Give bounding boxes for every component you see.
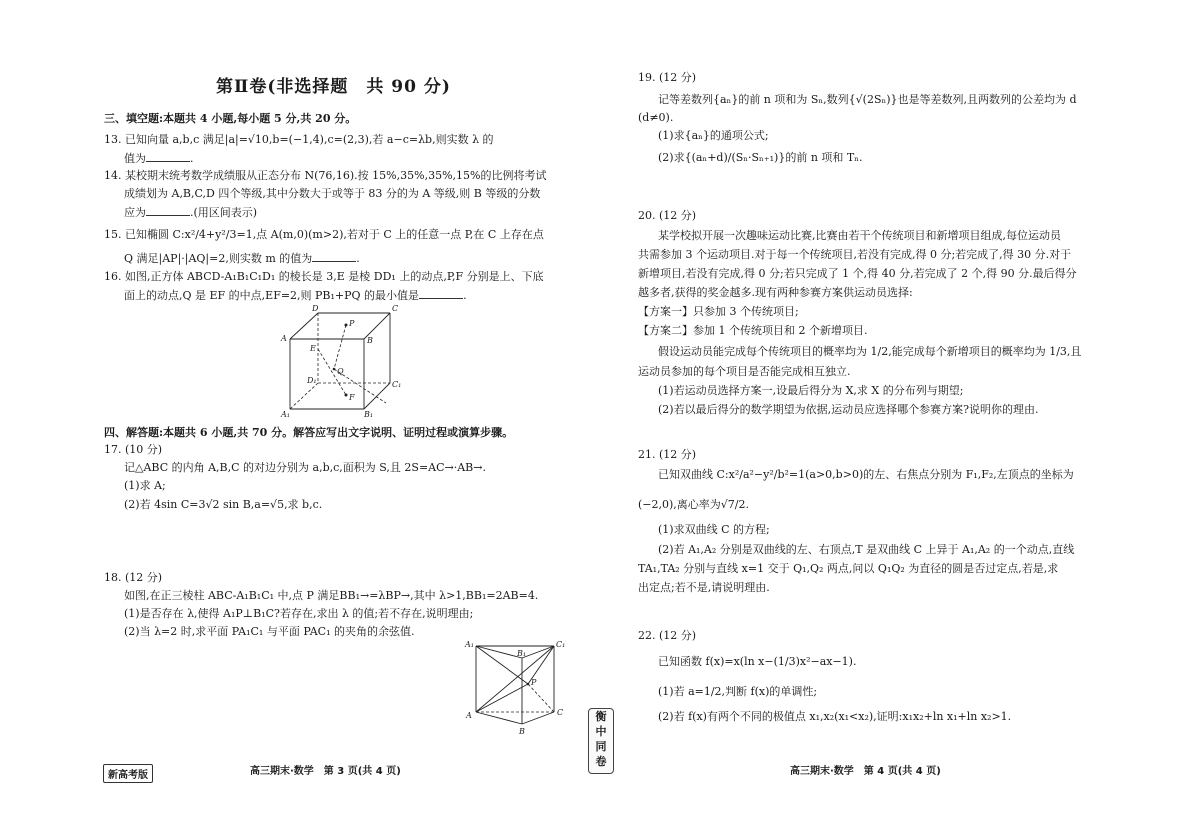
q20-stem-line1: 某学校拟开展一次趣味运动比赛,比赛由若干个传统项目和新增项目组成,每位运动员	[658, 229, 1061, 242]
prism-label-B1: B₁	[517, 649, 527, 658]
q15-line2-text: Q 满足|AP|·|AQ|=2,则实数 m 的值为	[124, 252, 313, 265]
q14-line2: 成绩划为 A,B,C,D 四个等级,其中分数大于或等于 83 分的为 A 等级,则 B 等级的分数	[124, 187, 541, 200]
q22-part2: (2)若 f(x)有两个不同的极值点 x₁,x₂(x₁<x₂),证明:x₁x₂+ln x₁+ln x₂>1.	[658, 710, 1012, 723]
q16-answer-blank	[419, 288, 463, 299]
right-page-footer: 高三期末·数学 第 4 页(共 4 页)	[790, 766, 941, 777]
q21-part2-line3: 出定点;若不是,请说明理由.	[638, 581, 770, 594]
q15-line2: Q 满足|AP|·|AQ|=2,则实数 m 的值为 .	[124, 252, 360, 265]
cube-label-F: F	[349, 393, 355, 402]
prism-label-C1: C₁	[556, 640, 566, 649]
q20-plan2: 【方案二】参加 1 个传统项目和 2 个新增项目.	[638, 324, 868, 337]
q19-header: 19. (12 分)	[638, 71, 697, 84]
edition-badge: 新高考版	[103, 764, 153, 783]
q19-stem-line1: 记等差数列{aₙ}的前 n 项和为 Sₙ,数列{√(2Sₙ)}也是等差数列,且两数列的公差均为 d	[658, 93, 1077, 106]
q13-answer-blank	[146, 151, 190, 162]
part-title: 第Ⅱ卷(非选择题 共 90 分)	[216, 77, 451, 97]
cube-label-P: P	[349, 319, 355, 328]
cube-label-B1: B₁	[364, 410, 374, 419]
q16-line2-text: 面上的动点,Q 是 EF 的中点,EF=2,则 PB₁+PQ 的最小值是	[124, 289, 420, 302]
cube-label-A: A	[281, 334, 287, 343]
q17-header: 17. (10 分)	[104, 443, 163, 456]
q21-stem-line1: 已知双曲线 C:x²/a²−y²/b²=1(a>0,b>0)的左、右焦点分别为 F₁,F₂,左顶点的坐标为	[658, 468, 1074, 481]
cube-figure	[278, 303, 408, 425]
q18-part2: (2)当 λ=2 时,求平面 PA₁C₁ 与平面 PAC₁ 的夹角的余弦值.	[124, 625, 415, 638]
section-answer-heading: 四、解答题:本题共 6 小题,共 70 分。解答应写出文字说明、证明过程或演算步骤。	[104, 426, 514, 439]
q21-part2-line2: TA₁,TA₂ 分别与直线 x=1 交于 Q₁,Q₂ 两点,问以 Q₁Q₂ 为直径的圆是否过定点,若是,求	[638, 562, 1059, 575]
q19-stem-line2: (d≠0).	[638, 111, 674, 124]
q20-header: 20. (12 分)	[638, 209, 697, 222]
cube-label-A1: A₁	[281, 410, 290, 419]
left-page-footer: 高三期末·数学 第 3 页(共 4 页)	[250, 766, 401, 777]
right-page	[600, 0, 1200, 827]
q20-part2: (2)若以最后得分的数学期望为依据,运动员应选择哪个参赛方案?说明你的理由.	[658, 403, 1039, 416]
q21-part2-line1: (2)若 A₁,A₂ 分别是双曲线的左、右顶点,T 是双曲线 C 上异于 A₁,A₂ 的一个动点,直线	[658, 543, 1075, 556]
q20-part1: (1)若运动员选择方案一,设最后得分为 X,求 X 的分布列与期望;	[658, 384, 964, 397]
q21-header: 21. (12 分)	[638, 448, 697, 461]
q14-line3-text: 应为	[124, 206, 146, 219]
cube-label-B: B	[367, 336, 373, 345]
q20-stem-line2: 共需参加 3 个运动项目.对于每一个传统项目,若没有完成,得 0 分;若完成了,得 30 分.对于	[638, 248, 1072, 261]
center-seal-stamp: 衡 中 同 卷	[588, 708, 614, 774]
q18-header: 18. (12 分)	[104, 571, 163, 584]
q17-part2: (2)若 4sin C=3√2 sin B,a=√5,求 b,c.	[124, 498, 323, 511]
q14-line3	[124, 205, 257, 220]
q18-part1: (1)是否存在 λ,使得 A₁P⊥B₁C?若存在,求出 λ 的值;若不存在,说明理由;	[124, 607, 474, 620]
q14-answer-blank	[146, 205, 190, 216]
q13-line2-text: 值为	[124, 152, 146, 165]
cube-label-Q: Q	[337, 367, 344, 376]
cube-label-D1: D₁	[307, 376, 317, 385]
q22-part1: (1)若 a=1/2,判断 f(x)的单调性;	[658, 685, 818, 698]
section-fill-in-heading: 三、填空题:本题共 4 小题,每小题 5 分,共 20 分。	[104, 112, 357, 125]
q13-line2: 值为 .	[124, 152, 194, 165]
cube-label-E: E	[310, 344, 316, 353]
q14-line1: 14. 某校期末统考数学成绩服从正态分布 N(76,16).按 15%,35%,35%,15%的比例将考试	[104, 169, 547, 182]
q18-stem: 如图,在正三棱柱 ABC-A₁B₁C₁ 中,点 P 满足BB₁→=λBP→,其中 λ>1,BB₁=2AB=4.	[124, 589, 539, 602]
prism-label-C: C	[557, 708, 564, 717]
q20-stem-line3: 新增项目,若没有完成,得 0 分;若只完成了 1 个,得 40 分,若完成了 2 个,得 90 分.最后得分	[638, 267, 1077, 280]
prism-figure	[462, 638, 574, 742]
q17-stem: 记△ABC 的内角 A,B,C 的对边分别为 a,b,c,面积为 S,且 2S=AC→·AB→.	[124, 461, 486, 474]
q19-part2: (2)求{(aₙ+d)/(Sₙ·Sₙ₊₁)}的前 n 项和 Tₙ.	[658, 151, 863, 164]
q14-line3-tail: .(用区间表示)	[190, 206, 258, 219]
prism-label-A: A	[466, 711, 472, 720]
q20-assumption-line2: 运动员参加的每个项目是否能完成相互独立.	[638, 365, 851, 378]
q20-plan1: 【方案一】只参加 3 个传统项目;	[638, 305, 799, 318]
q17-part1: (1)求 A;	[124, 479, 166, 492]
q22-stem: 已知函数 f(x)=x(ln x−(1/3)x²−ax−1).	[658, 655, 857, 668]
q16-line1: 16. 如图,正方体 ABCD-A₁B₁C₁D₁ 的棱长是 3,E 是棱 DD₁ 上的动点,P,F 分别是上、下底	[104, 270, 544, 283]
prism-label-B: B	[519, 727, 525, 736]
q21-stem-line2: (−2,0),离心率为√7/2.	[638, 498, 749, 511]
q19-part1: (1)求{aₙ}的通项公式;	[658, 129, 769, 142]
q20-stem-line4: 越多者,获得的奖金越多.现有两种参赛方案供运动员选择:	[638, 286, 913, 299]
q16-line2: 面上的动点,Q 是 EF 的中点,EF=2,则 PB₁+PQ 的最小值是 .	[124, 289, 467, 302]
q15-line1: 15. 已知椭圆 C:x²/4+y²/3=1,点 A(m,0)(m>2),若对于 C 上的任意一点 P,在 C 上存在点	[104, 228, 544, 241]
cube-label-C: C	[392, 304, 399, 313]
cube-label-D: D	[312, 304, 319, 313]
prism-label-A1: A₁	[465, 640, 474, 649]
q22-header: 22. (12 分)	[638, 629, 697, 642]
q20-assumption-line1: 假设运动员能完成每个传统项目的概率均为 1/2,能完成每个新增项目的概率均为 1/3,且	[658, 345, 1082, 358]
q13-line1: 13. 已知向量 a,b,c 满足|a|=√10,b=(−1,4),c=(2,3),若 a−c=λb,则实数 λ 的	[104, 133, 494, 146]
prism-label-P: P	[531, 678, 537, 687]
q15-answer-blank	[312, 251, 356, 262]
q21-part1: (1)求双曲线 C 的方程;	[658, 523, 770, 536]
cube-label-C1: C₁	[392, 380, 402, 389]
